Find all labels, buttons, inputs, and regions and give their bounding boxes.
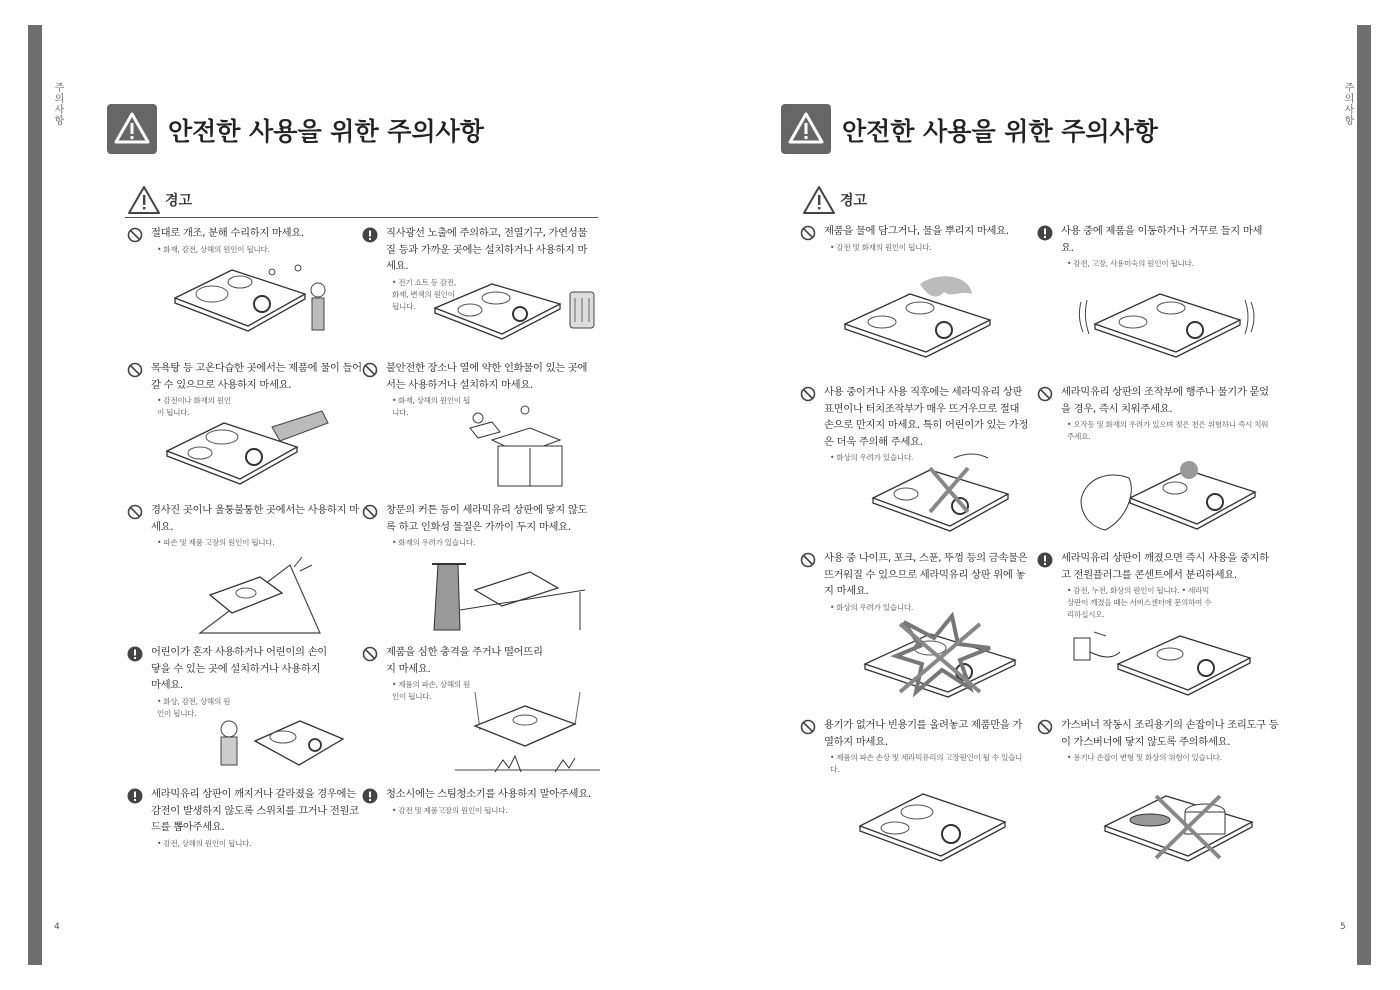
right-page-title: 안전한 사용을 위한 주의사항 xyxy=(842,117,1158,146)
item-text: 목욕탕 등 고온다습한 곳에서는 제품에 물이 들어갈 수 있으므로 사용하지 마세요. xyxy=(151,362,362,391)
item-text: 경사진 곳이나 울퉁불퉁한 곳에서는 사용하지 마세요. xyxy=(151,504,359,533)
item-text: 세라믹유리 상판이 깨졌으면 즉시 사용을 중지하고 전원플러그를 콘센트에서 분리하세요. xyxy=(1061,552,1269,581)
item-note: • 화재, 상해의 원인이 됩니다. xyxy=(392,396,471,417)
list-item xyxy=(362,502,594,549)
left-warning-heading xyxy=(127,185,247,215)
item-note: • 제품의 파손, 상해의 원인이 됩니다. xyxy=(392,680,471,701)
list-item xyxy=(1037,223,1269,270)
left-side-label: 주의사항 xyxy=(52,82,63,126)
right-side-label: 주의사항 xyxy=(1342,82,1353,126)
cooktop-unstable-illustration xyxy=(430,400,580,495)
cooktop-empty-heating-illustration xyxy=(855,782,1015,877)
list-item xyxy=(800,717,1030,776)
item-note: • 파손 및 제품 고장의 원인이 됩니다. xyxy=(157,538,275,547)
item-text: 어린이가 혼자 사용하거나 어린이의 손이 닿을 수 있는 곳에 설치하거나 사용하지 마세요. xyxy=(151,646,327,691)
item-text: 용기가 없거나 빈용기를 올려놓고 제품만을 가열하지 마세요. xyxy=(824,719,1023,748)
item-text: 사용 중에 제품을 이동하거나 거꾸로 들지 마세요. xyxy=(1061,225,1263,254)
cooktop-repair-illustration xyxy=(170,260,330,340)
prohibit-icon xyxy=(800,719,816,735)
left-warning-label: 경고 xyxy=(165,193,193,209)
item-note: • 감전 및 제품고장의 원인이 됩니다. xyxy=(392,805,508,815)
prohibit-icon xyxy=(362,504,378,520)
cooktop-curtain-illustration xyxy=(430,560,590,635)
list-item xyxy=(1037,717,1287,764)
item-note: • 화재의 우려가 있습니다. xyxy=(392,538,475,547)
item-note: • 감전이나 화재의 원인이 됩니다. xyxy=(157,396,231,417)
item-text: 가스버너 작동시 조리용기의 손잡이나 조리도구 등이 가스버너에 닿지 않도록 주의하세요. xyxy=(1061,719,1279,748)
item-text: 제품을 물에 담그거나, 물을 뿌리지 마세요. xyxy=(824,225,1009,237)
cooktop-move-illustration xyxy=(1075,272,1265,367)
left-heading-rule xyxy=(125,217,598,218)
list-item xyxy=(800,223,1028,254)
list-item xyxy=(127,502,363,549)
cooktop-hot-surface-illustration xyxy=(868,448,1018,538)
item-text: 제품을 심한 충격을 주거나 떨어뜨리지 마세요. xyxy=(386,646,543,675)
cooktop-cloth-illustration xyxy=(1075,448,1260,538)
list-item xyxy=(362,786,594,817)
item-note: • 화재, 감전, 상해의 원인이 됩니다. xyxy=(157,244,270,254)
item-text: 창문의 커튼 등이 세라믹유리 상판에 닿지 않도록 하고 인화성 물질은 가까이 두지 마세요. xyxy=(386,504,588,533)
cooktop-unplug-illustration xyxy=(1070,622,1255,707)
prohibit-icon xyxy=(127,227,143,243)
prohibit-icon xyxy=(1037,719,1053,735)
item-note: • 감전, 고장, 사용미숙의 원인이 됩니다. xyxy=(1067,259,1194,268)
item-text: 사용 중이거나 사용 직후에는 세라믹유리 상판 표면이나 터치조작부가 매우 뜨거우므로 절대 손으로 만지지 마세요. 특히 어린이가 있는 가정은 더욱 주의해 주세요. xyxy=(824,386,1029,448)
item-note: • 오작동 및 화재의 우려가 있으며 젖은 천은 위험하니 즉시 치워 주세요. xyxy=(1067,420,1269,441)
item-note: • 감전 및 화재의 원인이 됩니다. xyxy=(830,242,932,252)
item-text: 세라믹유리 상판이 깨지거나 갈라졌을 경우에는 감전이 발생하지 않도록 스위치를 끄거나 전원코드를 뽑아주세요. xyxy=(151,788,359,833)
cooktop-drop-illustration xyxy=(455,690,600,780)
item-note: • 감전, 상해의 원인이 됩니다. xyxy=(157,838,252,848)
prohibit-icon xyxy=(127,362,143,378)
cooktop-bathroom-illustration xyxy=(162,405,332,495)
list-item xyxy=(800,550,1030,614)
warning-small-icon xyxy=(802,185,836,215)
mandatory-icon xyxy=(1037,225,1053,241)
right-warning-label: 경고 xyxy=(840,193,868,209)
list-item xyxy=(127,786,363,850)
prohibit-icon xyxy=(800,225,816,241)
cooktop-slope-illustration xyxy=(190,555,330,635)
list-item xyxy=(1037,384,1269,443)
prohibit-icon xyxy=(127,504,143,520)
item-text: 세라믹유리 상판의 조작부에 행주나 물기가 묻었을 경우, 즉시 치워주세요. xyxy=(1061,386,1269,415)
right-warning-heading xyxy=(802,185,922,215)
right-sidebar-bar xyxy=(1357,25,1371,965)
cooktop-metal-utensils-illustration xyxy=(860,612,1025,707)
item-text: 직사광선 노출에 주의하고, 전열기구, 가연성물질 등과 가까운 곳에는 설치하거나 사용하지 마세요. xyxy=(386,227,588,272)
item-text: 청소시에는 스팀청소기를 사용하지 말아주세요. xyxy=(386,788,591,800)
left-page-number: 4 xyxy=(54,922,60,932)
item-text: 불안전한 장소나 열에 약한 인화물이 있는 곳에서는 사용하거나 설치하지 마세요. xyxy=(386,362,588,391)
prohibit-icon xyxy=(800,386,816,402)
prohibit-icon xyxy=(800,552,816,568)
list-item xyxy=(127,225,363,256)
item-note: • 화상의 우려가 있습니다. xyxy=(830,453,913,462)
item-text: 절대로 개조, 분해 수리하지 마세요. xyxy=(151,227,304,239)
mandatory-icon xyxy=(127,788,143,804)
warning-small-icon xyxy=(127,185,161,215)
item-note: • 화상, 감전, 상해의 원인이 됩니다. xyxy=(157,696,231,718)
item-note: • 전기 쇼트 등 감전, 화재, 변색의 원인이 됩니다. xyxy=(392,277,456,311)
mandatory-icon xyxy=(1037,552,1053,568)
prohibit-icon xyxy=(362,646,378,662)
cooktop-child-illustration xyxy=(215,715,350,775)
mandatory-icon xyxy=(362,788,378,804)
list-item xyxy=(1037,550,1269,621)
mandatory-icon xyxy=(362,227,378,243)
cooktop-water-illustration xyxy=(840,272,1010,367)
item-text: 사용 중 나이프, 포크, 스푼, 뚜껑 등의 금속물은 뜨거워질 수 있으므로 세라믹유리 상판 위에 놓지 마세요. xyxy=(824,552,1028,597)
item-note: • 용기나 손잡이 변형 및 화상의 위험이 있습니다. xyxy=(1067,753,1222,762)
left-sidebar-bar xyxy=(28,25,42,965)
right-page-number: 5 xyxy=(1340,922,1346,932)
cooktop-pot-handle-illustration xyxy=(1100,782,1265,877)
prohibit-icon xyxy=(362,362,378,378)
left-page-title: 안전한 사용을 위한 주의사항 xyxy=(168,117,484,146)
mandatory-icon xyxy=(127,646,143,662)
item-note: • 감전, 누전, 화상의 원인이 됩니다. • 세라믹 상판이 깨졌을 때는 서비스센터에 문의하여 수리하십시오. xyxy=(1067,586,1212,619)
item-note: • 화상의 우려가 있습니다. xyxy=(830,602,913,612)
prohibit-icon xyxy=(1037,386,1053,402)
warning-triangle-icon xyxy=(781,104,831,154)
list-item xyxy=(127,644,332,720)
cooktop-heater-illustration xyxy=(430,280,600,345)
warning-triangle-icon xyxy=(107,104,157,154)
item-note: • 제품의 파손 손상 및 세라믹유리의 고장원인이 될 수 있습니다. xyxy=(830,753,1023,774)
